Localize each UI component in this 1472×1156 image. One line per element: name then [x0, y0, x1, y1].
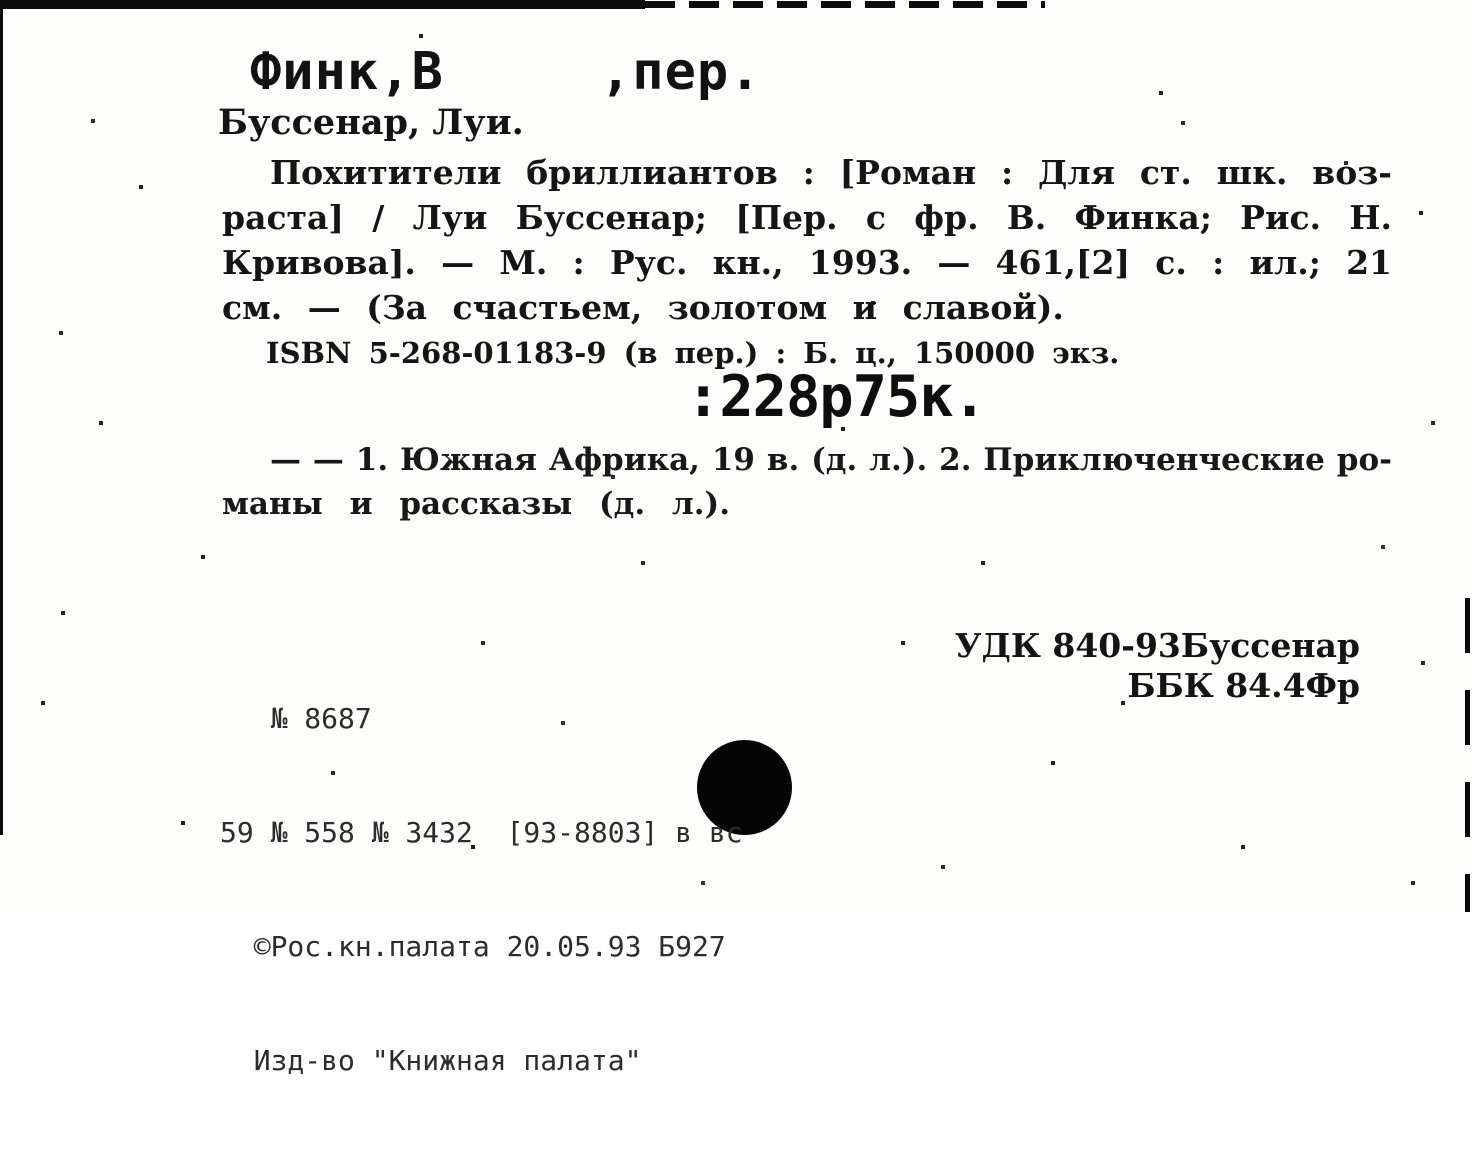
publisher-note: Изд-во "Книжная палата" [220, 1044, 642, 1077]
subject-tracings [222, 438, 1392, 526]
price-stamp: :228р75к. [686, 364, 986, 430]
subject-line: маны и рассказы (д. л.). [222, 486, 731, 522]
description-line: Кривова]. — М. : Рус. кн., 1993. — 461,[2] с. : ил.; 21 [222, 243, 1392, 282]
udc-index: УДК 840-93Буссенар [954, 626, 1360, 665]
scan-noise [0, 0, 2, 2]
added-entry-role: ,пер. [600, 42, 762, 102]
registry-numbers: 59 № 558 № 3432 [93-8803] в вс [220, 816, 743, 849]
scan-right-edge-line [1465, 598, 1470, 912]
added-entry-name: Финк,В [250, 42, 444, 102]
scan-top-edge-bar [0, 0, 645, 9]
bibliographic-description [222, 150, 1392, 374]
book-chamber-stamp: ©Рос.кн.палата 20.05.93 Б927 [220, 930, 726, 963]
isbn-line: ISBN 5-268-01183-9 (в пер.) : Б. ц., 150000 экз. [266, 336, 1120, 370]
card-number: № 8687 [220, 702, 372, 735]
bbk-index: ББК 84.4Фр [1127, 666, 1360, 705]
scan-left-edge-line [0, 7, 3, 835]
subject-line: — — 1. Южная Африка, 19 в. (д. л.). 2. Приключенческие ро- [270, 442, 1392, 478]
scan-top-edge-dashes [645, 1, 1045, 8]
description-line: раста] / Луи Буссенар; [Пер. с фр. В. Финка; Рис. Н. [222, 198, 1392, 237]
description-line: см. — (За счастьем, золотом и славой). [222, 288, 1064, 327]
description-line: Похитители бриллиантов : [Роман : Для ст. шк. воз- [270, 153, 1392, 192]
classification-block [955, 626, 1360, 706]
author-heading: Буссенар, Луи. [218, 102, 524, 143]
registry-block [220, 624, 743, 1156]
